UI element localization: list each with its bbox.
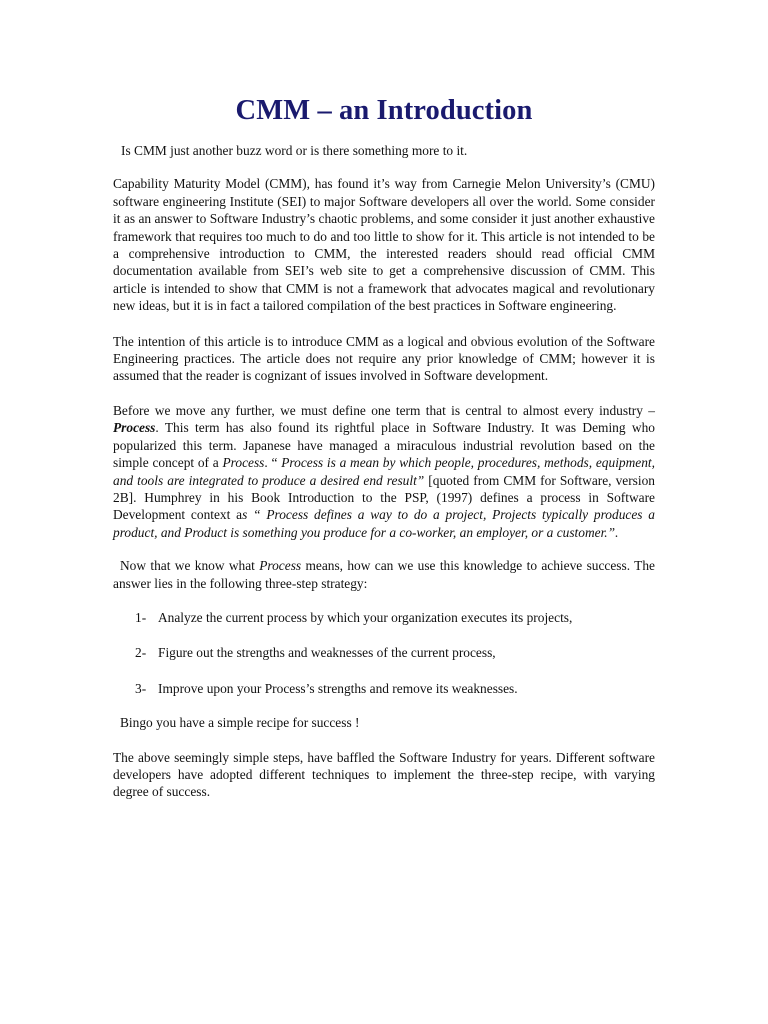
paragraph-cmm-overview: Capability Maturity Model (CMM), has found it’s way from Carnegie Melon University’s (CMU) software engineering Institute (SEI) to major Software developers all over the world. Some consider it as an answer to Software Industry’s chaotic problems, and some consider it just another exhaustive framework that requires too much to do and too little to show for it. This article is not intended to be a comprehensive introduction to CMM, the interested readers should read official CMM documentation available from SEI’s web site to get a comprehensive discussion of CMM. This article is intended to show that CMM is not a framework that advocates magical and revolutionary new ideas, but it is in fact a tailored compilation of the best practices in Software engineering. xyxy=(113,176,655,314)
paragraph-strategy-intro xyxy=(113,557,655,592)
list-item-text: Improve upon your Process’s strengths and remove its weaknesses. xyxy=(158,680,518,696)
process-text-1: Before we move any further, we must define one term that is central to almost every industry – xyxy=(113,402,655,418)
list-item-number: 2- xyxy=(135,645,147,661)
paragraph-article-intention: The intention of this article is to introduce CMM as a logical and obvious evolution of the Software Engineering practices. The article does not require any prior knowledge of CMM; however it is assumed that the reader is cognizant of issues involved in Software development. xyxy=(113,333,655,384)
process-text-3: . “ xyxy=(264,455,282,471)
strategy-text-1: Now that we know what xyxy=(120,558,260,574)
intro-question: Is CMM just another buzz word or is there something more to it. xyxy=(121,143,468,158)
list-item xyxy=(135,680,655,697)
paragraph-process-definition xyxy=(113,402,655,541)
list-item xyxy=(135,644,655,661)
process-text-2: . This term has also found its rightful place in Software Industry. It was Deming who popularized this term. Japanese have managed a miraculous industrial revolution based on the simple concept of a xyxy=(113,420,655,471)
process-term-italic: Process xyxy=(222,455,265,471)
strategy-term-italic: Process xyxy=(259,558,302,574)
process-term-bold: Process xyxy=(113,420,156,436)
process-text-4: [quoted from CMM for Software, version 2B]. Humphrey in his Book Introduction to the PSP, (1997) defines a process in Software Development context a xyxy=(113,472,655,523)
process-quote-cmm: Process is a mean by which people, procedures, methods, equipment, and tools are integrated to produce a desired end result” xyxy=(113,455,655,488)
document-title: CMM – an Introduction xyxy=(235,95,533,126)
paragraph-conclusion: The above seemingly simple steps, have baffled the Software Industry for years. Different software developers have adopted different techniques to implement the three-step recipe, with varying degree of success. xyxy=(113,749,655,800)
strategy-text-2: means, how can we use this knowledge to achieve success. The answer lies in the following three-step strategy: xyxy=(113,558,655,591)
list-item xyxy=(135,609,655,626)
process-quote-humphrey: s “ Process defines a way to do a project, Projects typically produces a product, and Product is something you produce for a co-worker, an employer, or a customer.”. xyxy=(113,507,655,540)
list-item-number: 1- xyxy=(135,609,147,625)
list-item-number: 3- xyxy=(135,680,147,696)
list-item-text: Figure out the strengths and weaknesses of the current process, xyxy=(158,645,496,661)
steps-list xyxy=(113,609,655,697)
bingo-line: Bingo you have a simple recipe for success ! xyxy=(120,715,360,731)
list-item-text: Analyze the current process by which your organization executes its projects, xyxy=(158,609,573,625)
